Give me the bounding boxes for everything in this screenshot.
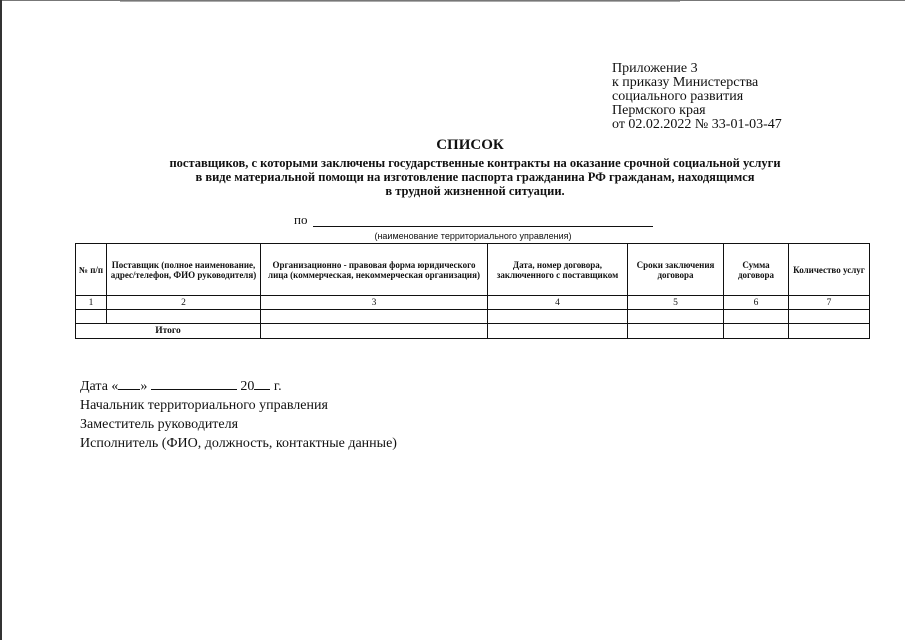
- territorial-caption: (наименование территориального управления): [374, 231, 572, 241]
- column-number: 1: [76, 296, 107, 310]
- total-cell[interactable]: [261, 324, 488, 339]
- header-cell-number: № п/п: [76, 244, 107, 296]
- column-number: 4: [488, 296, 628, 310]
- scan-edge-top-inner: [120, 1, 680, 2]
- table-row: [76, 310, 870, 324]
- appendix-line: социального развития: [612, 89, 744, 104]
- territorial-name-field[interactable]: [313, 226, 653, 227]
- column-number: 7: [789, 296, 870, 310]
- column-number: 6: [724, 296, 789, 310]
- column-number: 5: [628, 296, 724, 310]
- document-subtitle: [60, 156, 890, 198]
- subtitle-line: в виде материальной помощи на изготовление паспорта гражданина РФ гражданам, находящимся: [195, 170, 755, 184]
- scan-edge-left: [0, 0, 2, 640]
- date-mid: »: [140, 379, 148, 394]
- date-prefix: Дата «: [80, 379, 119, 394]
- table-cell[interactable]: [789, 310, 870, 324]
- header-cell-contract-date: Дата, номер договора, заключенного с поставщиком: [488, 244, 628, 296]
- document-title: СПИСОК: [436, 137, 504, 153]
- total-cell[interactable]: [488, 324, 628, 339]
- date-line: [80, 377, 397, 396]
- date-month-field[interactable]: [151, 377, 237, 390]
- header-cell-services-count: Количество услуг: [789, 244, 870, 296]
- table-header-row: [76, 244, 870, 296]
- appendix-line: Приложение 3: [612, 61, 698, 76]
- date-year-field[interactable]: [254, 377, 270, 390]
- total-cell[interactable]: [789, 324, 870, 339]
- total-label: Итого: [76, 324, 261, 339]
- subtitle-line: в трудной жизненной ситуации.: [385, 184, 565, 198]
- header-cell-contract-terms: Сроки заключения договора: [628, 244, 724, 296]
- total-row: [76, 324, 870, 339]
- appendix-line: Пермского края: [612, 103, 706, 118]
- header-cell-legal-form: Организационно - правовая форма юридического лица (коммерческая, некоммерческая организация): [261, 244, 488, 296]
- table-cell[interactable]: [107, 310, 261, 324]
- signature-line-deputy: Заместитель руководителя: [80, 417, 239, 432]
- territorial-label: по: [294, 212, 308, 227]
- signature-block: [80, 377, 397, 453]
- date-day-field[interactable]: [118, 377, 140, 390]
- suppliers-table: [75, 243, 870, 339]
- table-cell[interactable]: [724, 310, 789, 324]
- signature-line-executor: Исполнитель (ФИО, должность, контактные данные): [80, 436, 397, 451]
- appendix-block: [612, 62, 852, 132]
- table-cell[interactable]: [628, 310, 724, 324]
- table-cell[interactable]: [261, 310, 488, 324]
- date-suffix: г.: [270, 379, 282, 394]
- signature-line-head: Начальник территориального управления: [80, 398, 328, 413]
- table-cell[interactable]: [488, 310, 628, 324]
- total-cell[interactable]: [724, 324, 789, 339]
- table-cell[interactable]: [76, 310, 107, 324]
- header-cell-contract-sum: Сумма договора: [724, 244, 789, 296]
- subtitle-line: поставщиков, с которыми заключены государственные контракты на оказание срочной социальной услуги: [169, 156, 781, 170]
- date-year-prefix: 20: [240, 379, 255, 394]
- column-number: 3: [261, 296, 488, 310]
- header-cell-supplier: Поставщик (полное наименование, адрес/телефон, ФИО руководителя): [107, 244, 261, 296]
- column-number: 2: [107, 296, 261, 310]
- column-number-row: [76, 296, 870, 310]
- appendix-line: к приказу Министерства: [612, 75, 759, 90]
- appendix-line: от 02.02.2022 № 33-01-03-47: [612, 117, 782, 132]
- total-cell[interactable]: [628, 324, 724, 339]
